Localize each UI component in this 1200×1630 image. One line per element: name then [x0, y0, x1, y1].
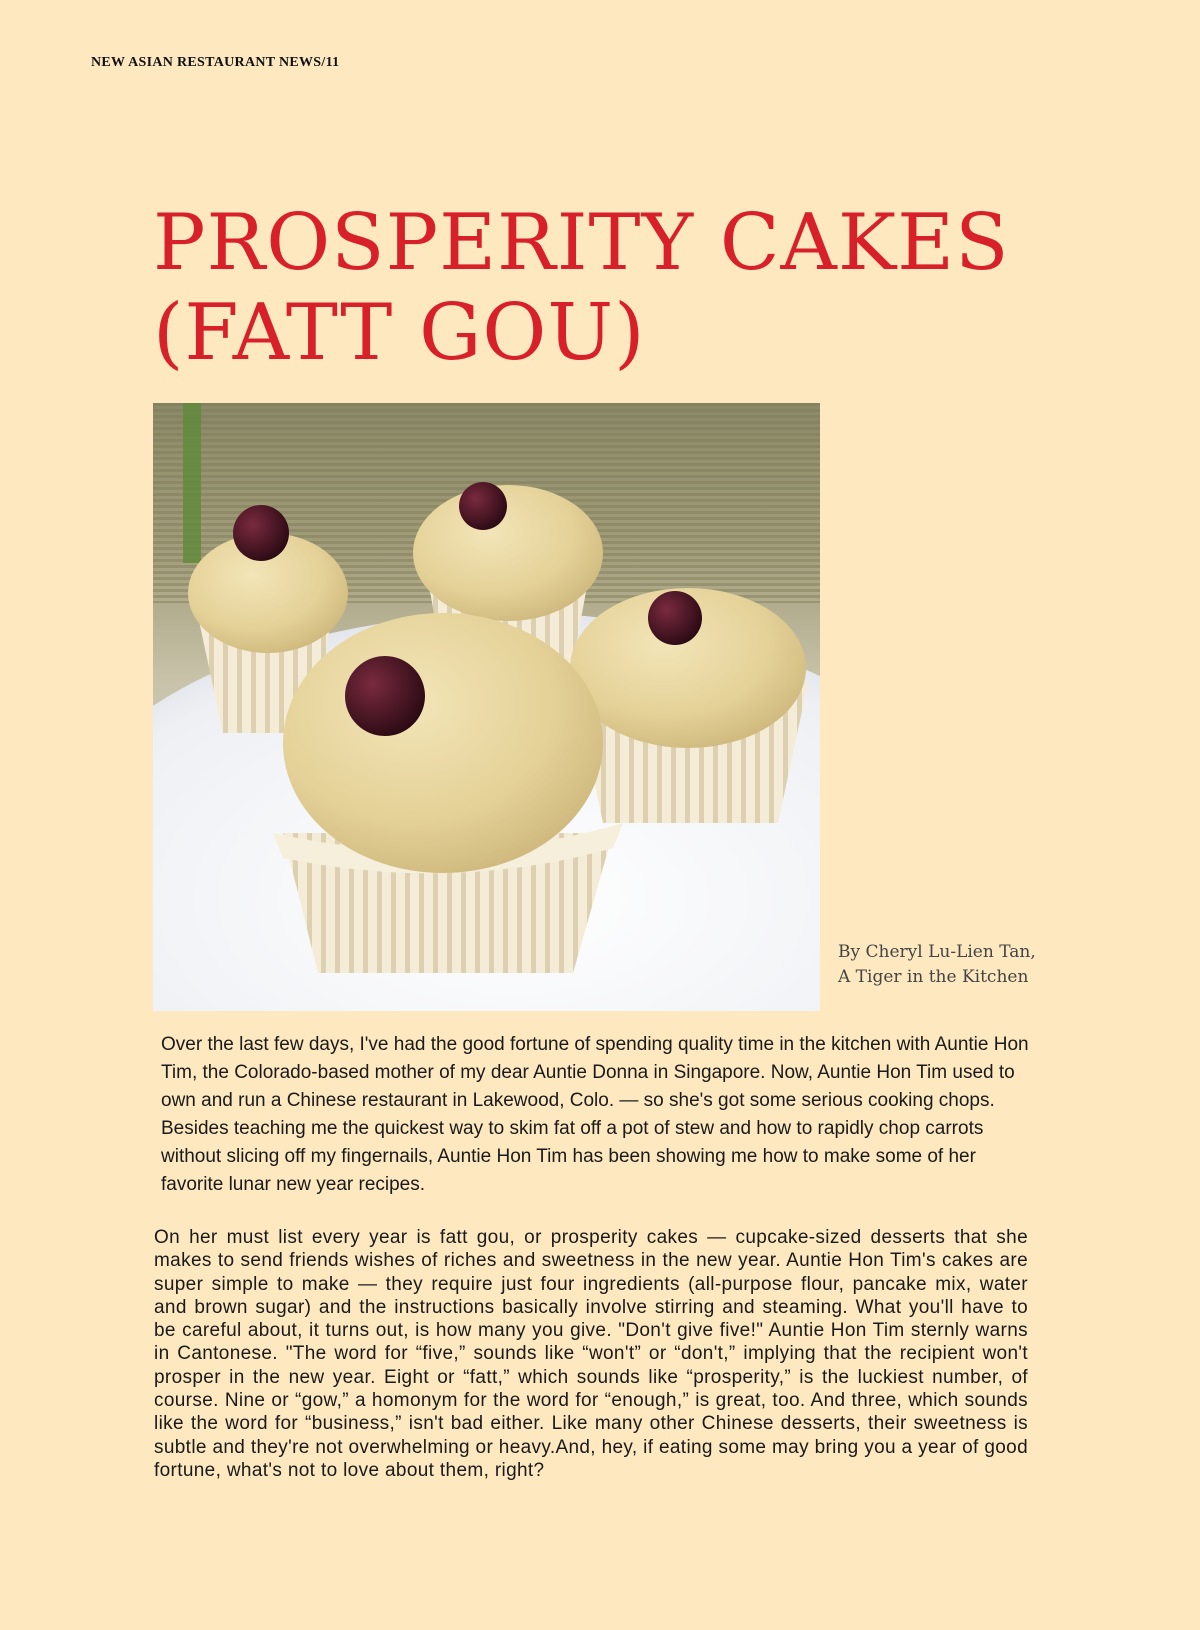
article-title-line-2: (FATT GOU) — [153, 288, 646, 378]
byline — [838, 940, 1078, 990]
running-head: NEW ASIAN RESTAURANT NEWS/11 — [91, 55, 340, 70]
article-title-line-1: PROSPERITY CAKES — [153, 198, 1010, 288]
byline-author: By Cheryl Lu-Lien Tan, — [838, 942, 1036, 962]
byline-source: A Tiger in the Kitchen — [838, 967, 1029, 987]
intro-paragraph: Over the last few days, I've had the good fortune of spending quality time in the kitchen with Auntie Hon Tim, the Colorado-based mother of my dear Auntie Donna in Singapore. Now, Auntie Hon Tim used to own and run a Chinese restaurant in Lakewood, Colo. — so she's got some serious cooking chops. Besides teaching me the quickest way to skim fat off a pot of stew and how to rapidly chop carrots without slicing off my fingernails, Auntie Hon Tim has been showing me how to make some of her favorite lunar new year recipes. — [161, 1034, 1029, 1195]
prosperity-cakes-photo — [153, 403, 820, 1011]
body-paragraph: On her must list every year is fatt gou, or prosperity cakes — cupcake-sized desserts that she makes to send friends wishes of riches and sweetness in the new year. Auntie Hon Tim's cakes are super simple to make — they require just four ingredients (all-purpose flour, pancake mix, water and brown sugar) and the instructions basically involve stirring and steaming. What you'll have to be careful about, it turns out, is how many you give. "Don't give five!" Auntie Hon Tim sternly warns in Cantonese. "The word for “five,” sounds like “won't” or “don't,” implying that the recipient won't prosper in the new year. Eight or “fatt,” which sounds like “prosperity,” is the luckiest number, of course. Nine or “gow,” a homonym for the word for “enough,” is great, too. And three, which sounds like the word for “business,” isn't bad either. Like many other Chinese desserts, their sweetness is subtle and they're not overwhelming or heavy.And, hey, if eating some may bring you a year of good fortune, what's not to love about them, right? — [154, 1227, 1028, 1481]
article-title — [153, 198, 1053, 378]
